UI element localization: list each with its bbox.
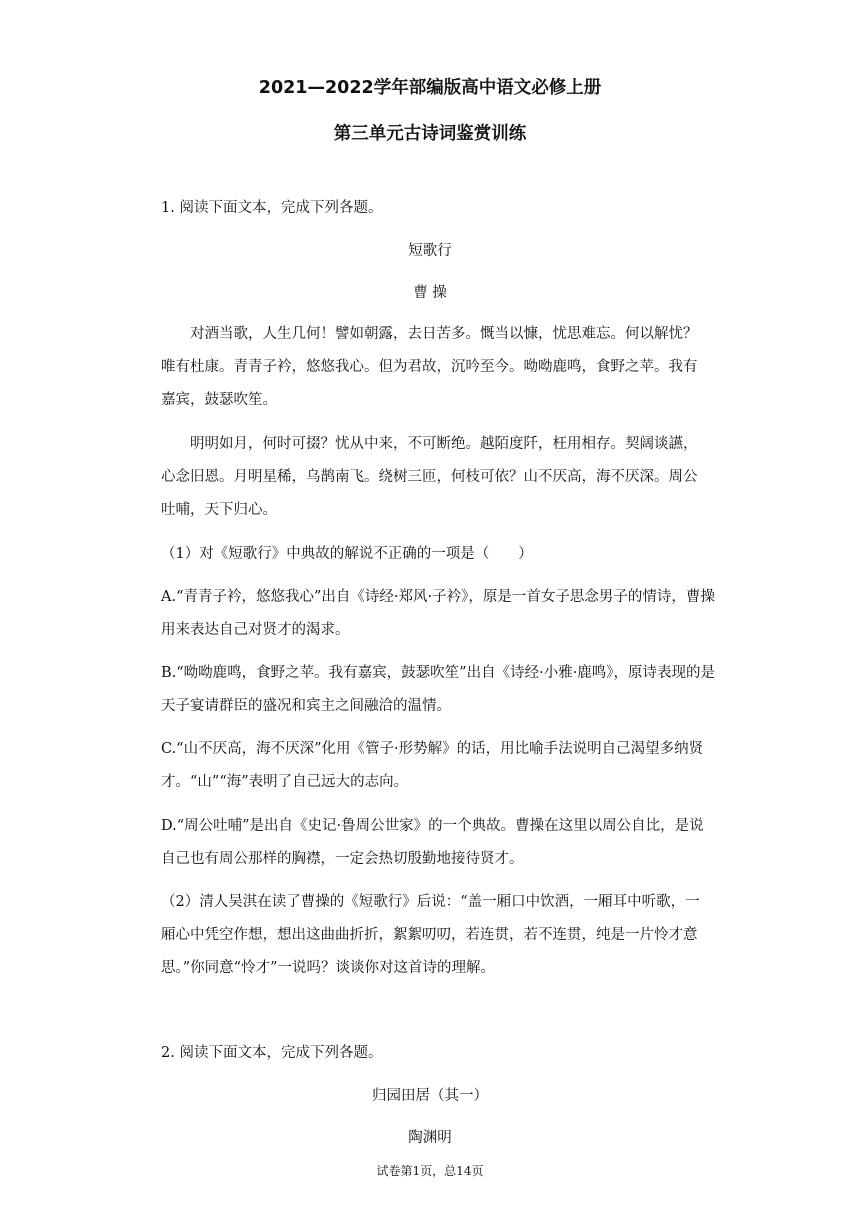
option-d-line: D.“周公吐哺”是出自《史记·鲁周公世家》的一个典故。曹操在这里以周公自比，是说 (161, 818, 704, 834)
page-title-line-2: 第三单元古诗词鉴赏训练 (333, 124, 527, 144)
option-a-line: 用来表达自己对贤才的渴求。 (161, 622, 350, 638)
poem-2-title: 归园田居（其一） (372, 1088, 488, 1104)
poem-1-stanza-2-line: 心念旧恩。月明星稀，乌鹊南飞。绕树三匝，何枝可依？山不厌高，海不厌深。周公 (161, 469, 698, 485)
option-c-line: C.“山不厌高，海不厌深”化用《管子·形势解》的话，用比喻手法说明自己渴望多纳贤 (161, 741, 704, 757)
sub-question-2-line: 厢心中凭空作想，想出这曲曲折折，絮絮叨叨，若连贯，若不连贯，纯是一片怜才意 (161, 927, 698, 943)
sub-question-2-line: 思。”你同意“怜才”一说吗？谈谈你对这首诗的理解。 (161, 960, 495, 976)
option-c-line: 才。“山”“海”表明了自己远大的志向。 (161, 774, 409, 790)
poem-1-stanza-2-line: 吐哺，天下归心。 (161, 502, 277, 518)
question-2-instruction: 2. 阅读下面文本，完成下列各题。 (161, 1045, 383, 1061)
poem-1-author: 曹 操 (413, 285, 447, 301)
option-d-line: 自己也有周公那样的胸襟，一定会热切殷勤地接待贤才。 (161, 851, 524, 867)
poem-1-stanza-1-line: 对酒当歌，人生几何！譬如朝露，去日苦多。慨当以慷，忧思难忘。何以解忧？ (190, 326, 698, 342)
option-b-line: 天子宴请群臣的盛况和宾主之间融洽的温情。 (161, 698, 451, 714)
question-1-instruction: 1. 阅读下面文本，完成下列各题。 (161, 200, 383, 216)
option-a-line: A.“青青子衿，悠悠我心”出自《诗经·郑风·子衿》，原是一首女子思念男子的情诗，曹操 (161, 589, 715, 605)
option-b-line: B.“呦呦鹿鸣，食野之苹。我有嘉宾，鼓瑟吹笙”出自《诗经·小雅·鹿鸣》，原诗表现的是 (161, 665, 716, 681)
poem-1-stanza-1-line: 唯有杜康。青青子衿，悠悠我心。但为君故，沉吟至今。呦呦鹿鸣，食野之苹。我有 (161, 359, 698, 375)
sub-question-1-stem: （1）对《短歌行》中典故的解说不正确的一项是（ ） (161, 546, 533, 562)
page-title-line-1: 2021—2022学年部编版高中语文必修上册 (258, 78, 602, 98)
poem-1-stanza-1-line: 嘉宾，鼓瑟吹笙。 (161, 392, 277, 408)
page-footer: 试卷第1页，总14页 (376, 1164, 484, 1178)
sub-question-2-line: （2）清人吴淇在读了曹操的《短歌行》后说：“盖一厢口中饮酒，一厢耳中听歌，一 (161, 894, 700, 910)
poem-1-stanza-2-line: 明明如月，何时可掇？忧从中来，不可断绝。越陌度阡，枉用相存。契阔谈讌， (190, 436, 698, 452)
poem-1-title: 短歌行 (408, 243, 452, 259)
poem-2-author: 陶渊明 (408, 1130, 452, 1146)
